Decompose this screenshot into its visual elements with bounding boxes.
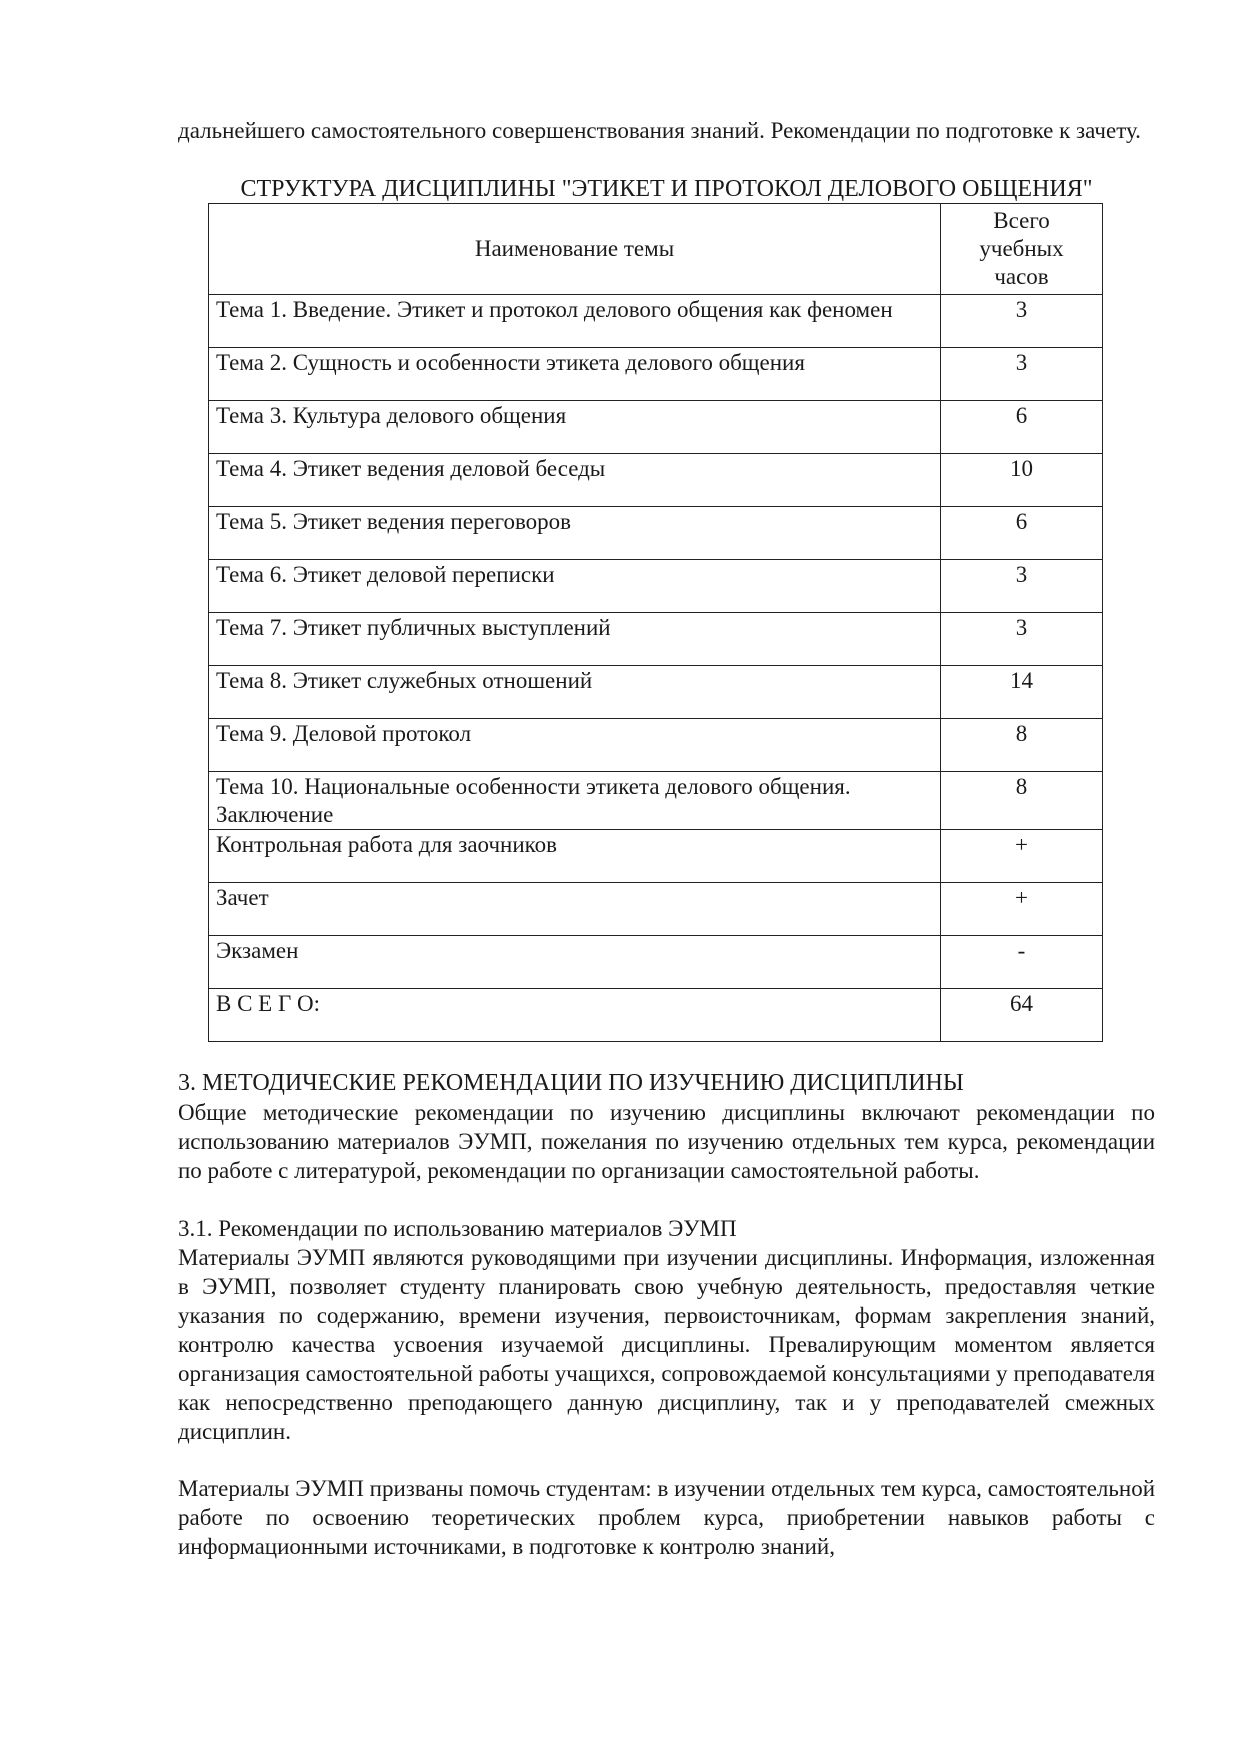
table-title: СТРУКТУРА ДИСЦИПЛИНЫ "ЭТИКЕТ И ПРОТОКОЛ ДЕЛОВОГО ОБЩЕНИЯ" xyxy=(240,176,1093,202)
topic-cell: Тема 1. Введение. Этикет и протокол делового общения как феномен xyxy=(209,295,941,348)
topic-cell: Тема 5. Этикет ведения переговоров xyxy=(209,507,941,560)
total-hours-cell: 64 xyxy=(941,989,1103,1042)
header-hours: Всего учебных часов xyxy=(941,204,1103,295)
table-row xyxy=(209,560,1103,613)
topic-cell: Тема 10. Национальные особенности этикета делового общения. Заключение xyxy=(209,772,941,830)
table-row xyxy=(209,830,1103,883)
topic-cell: Тема 4. Этикет ведения деловой беседы xyxy=(209,454,941,507)
table-row xyxy=(209,883,1103,936)
section-3-1-heading: 3.1. Рекомендации по использованию материалов ЭУМП xyxy=(178,1216,737,1241)
intro-paragraph: дальнейшего самостоятельного совершенствования знаний. Рекомендации по подготовке к зачету. xyxy=(178,118,1141,143)
hours-cell: 14 xyxy=(941,666,1103,719)
hours-cell: + xyxy=(941,883,1103,936)
topic-cell: Тема 9. Деловой протокол xyxy=(209,719,941,772)
hours-cell: 3 xyxy=(941,560,1103,613)
hours-cell: - xyxy=(941,936,1103,989)
table-total-row xyxy=(209,989,1103,1042)
section-3-1-paragraph-2: Материалы ЭУМП призваны помочь студентам: в изучении отдельных тем курса, самостоятельной работе по освоению теоретических проблем курса, приобретении навыков работы с информационными источниками, в подготовке к контролю знаний, xyxy=(178,1476,1155,1559)
table-row xyxy=(209,401,1103,454)
total-label-cell: В С Е Г О: xyxy=(209,989,941,1042)
topic-cell: Тема 3. Культура делового общения xyxy=(209,401,941,454)
table-row xyxy=(209,936,1103,989)
section-3-paragraph: Общие методические рекомендации по изучению дисциплины включают рекомендации по использованию материалов ЭУМП, пожелания по изучению отдельных тем курса, рекомендации по работе с литературой, рекомендации по организации самостоятельной работы. xyxy=(178,1100,1155,1183)
topic-cell: Тема 6. Этикет деловой переписки xyxy=(209,560,941,613)
topic-cell: Тема 2. Сущность и особенности этикета делового общения xyxy=(209,348,941,401)
table-header-row xyxy=(209,204,1103,295)
hours-cell: 6 xyxy=(941,401,1103,454)
hours-cell: 10 xyxy=(941,454,1103,507)
hours-cell: 6 xyxy=(941,507,1103,560)
topic-cell: Тема 8. Этикет служебных отношений xyxy=(209,666,941,719)
hours-cell: 8 xyxy=(941,772,1103,830)
hours-cell: + xyxy=(941,830,1103,883)
table-row xyxy=(209,666,1103,719)
table-row xyxy=(209,613,1103,666)
table-row xyxy=(209,454,1103,507)
header-topic: Наименование темы xyxy=(209,204,941,295)
section-3-heading: 3. МЕТОДИЧЕСКИЕ РЕКОМЕНДАЦИИ ПО ИЗУЧЕНИЮ ДИСЦИПЛИНЫ xyxy=(178,1070,964,1096)
hours-cell: 8 xyxy=(941,719,1103,772)
topic-cell: Тема 7. Этикет публичных выступлений xyxy=(209,613,941,666)
discipline-structure-table xyxy=(208,203,1103,1042)
section-3-1-paragraph-1: Материалы ЭУМП являются руководящими при изучении дисциплины. Информация, изложенная в ЭУМП, позволяет студенту планировать свою учебную деятельность, предоставляя четкие указания по содержанию, времени изучения, первоисточникам, формам закрепления знаний, контролю качества усвоения изучаемой дисциплины. Превалирующим моментом является организация самостоятельной работы учащихся, сопровождаемой консультациями у преподавателя как непосредственно преподающего данную дисциплину, так и у преподавателей смежных дисциплин. xyxy=(178,1245,1155,1444)
table-row xyxy=(209,772,1103,830)
hours-cell: 3 xyxy=(941,295,1103,348)
table-row xyxy=(209,295,1103,348)
table-row xyxy=(209,507,1103,560)
topic-cell: Экзамен xyxy=(209,936,941,989)
topic-cell: Контрольная работа для заочников xyxy=(209,830,941,883)
table-row xyxy=(209,348,1103,401)
table-row xyxy=(209,719,1103,772)
hours-cell: 3 xyxy=(941,613,1103,666)
hours-cell: 3 xyxy=(941,348,1103,401)
topic-cell: Зачет xyxy=(209,883,941,936)
document-page xyxy=(178,116,1155,1561)
